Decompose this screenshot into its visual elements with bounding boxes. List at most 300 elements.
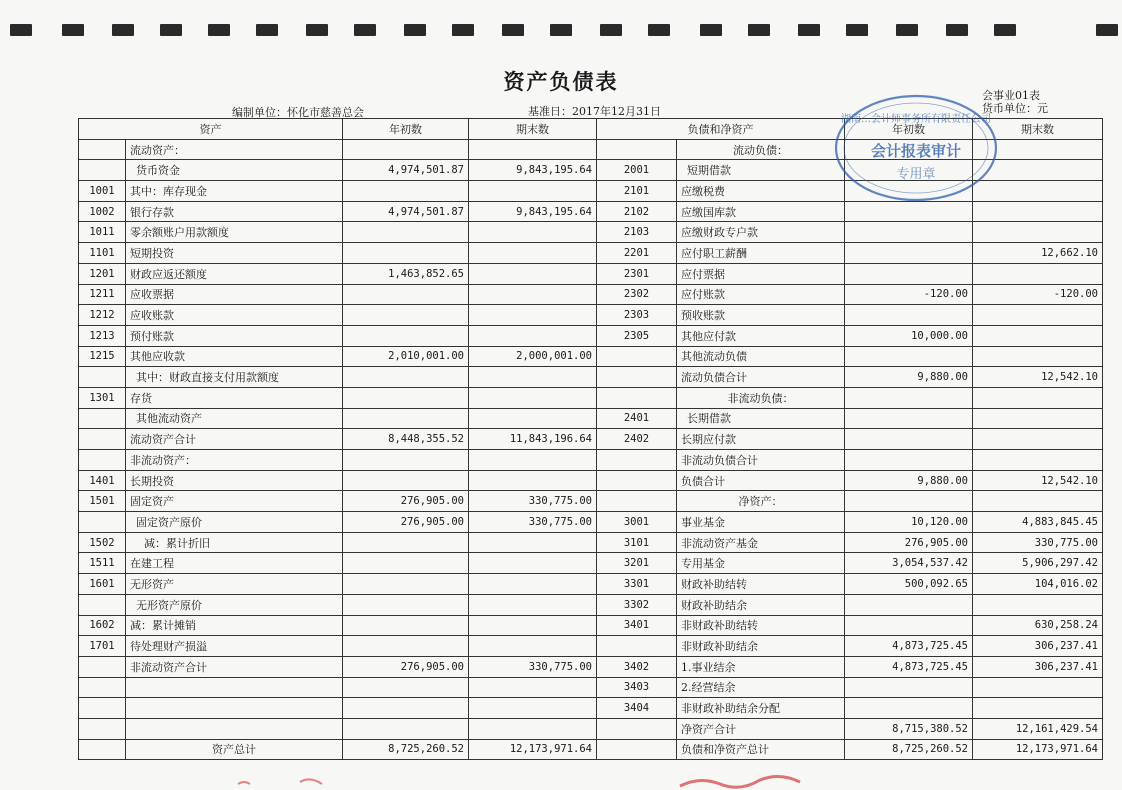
row-liability-begin (845, 263, 973, 284)
row-asset-name: 应收账款 (126, 305, 343, 326)
row-asset-code: 1212 (79, 305, 126, 326)
row-asset-begin (343, 698, 469, 719)
row-liability-begin (845, 491, 973, 512)
row-asset-begin (343, 636, 469, 657)
row-asset-end: 12,173,971.64 (469, 739, 597, 760)
balance-sheet-table (78, 118, 1103, 760)
punch-hole (160, 24, 182, 36)
table-row (79, 594, 1103, 615)
row-liability-end: 12,173,971.64 (973, 739, 1103, 760)
row-asset-code: 1001 (79, 181, 126, 202)
row-asset-name: 非流动资产合计 (126, 656, 343, 677)
table-row (79, 739, 1103, 760)
row-asset-code: 1213 (79, 325, 126, 346)
punch-hole (306, 24, 328, 36)
row-liability-begin (845, 201, 973, 222)
table-row (79, 181, 1103, 202)
col-asset: 资产 (79, 119, 343, 140)
table-row (79, 450, 1103, 471)
row-asset-code: 1401 (79, 470, 126, 491)
row-liability-name: 非流动资产基金 (677, 532, 845, 553)
row-asset-end (469, 325, 597, 346)
punch-hole (648, 24, 670, 36)
row-asset-name (126, 718, 343, 739)
stamp-inner-text: 会计报表审计 (870, 142, 962, 160)
row-asset-end (469, 181, 597, 202)
row-liability-name: 应缴国库款 (677, 201, 845, 222)
row-asset-begin (343, 243, 469, 264)
row-asset-end: 330,775.00 (469, 512, 597, 533)
table-row (79, 367, 1103, 388)
row-liability-name: 非财政补助结余 (677, 636, 845, 657)
row-asset-code (79, 450, 126, 471)
row-asset-begin (343, 718, 469, 739)
row-liability-code (597, 636, 677, 657)
row-liability-end (973, 160, 1103, 181)
row-liability-begin: 10,120.00 (845, 512, 973, 533)
row-asset-begin: 4,974,501.87 (343, 201, 469, 222)
row-liability-code (597, 491, 677, 512)
row-liability-end: 104,016.02 (973, 574, 1103, 595)
row-liability-code (597, 450, 677, 471)
row-liability-name: 负债和净资产总计 (677, 739, 845, 760)
row-asset-name: 其他流动资产 (126, 408, 343, 429)
row-liability-end: 630,258.24 (973, 615, 1103, 636)
row-liability-begin: 500,092.65 (845, 574, 973, 595)
row-liability-begin (845, 677, 973, 698)
col-end: 期末数 (469, 119, 597, 140)
bottom-red-marks (0, 774, 1122, 790)
row-asset-code: 1601 (79, 574, 126, 595)
row-liability-begin (845, 243, 973, 264)
row-asset-end (469, 636, 597, 657)
punch-hole (208, 24, 230, 36)
table-row (79, 139, 1103, 160)
binder-punch-holes (0, 24, 1122, 38)
row-asset-code: 1701 (79, 636, 126, 657)
col-end-right: 期末数 (973, 119, 1103, 140)
row-asset-code (79, 739, 126, 760)
row-asset-code: 1002 (79, 201, 126, 222)
row-liability-code (597, 346, 677, 367)
row-liability-code (597, 139, 677, 160)
row-asset-end (469, 243, 597, 264)
punch-hole (748, 24, 770, 36)
row-asset-end (469, 367, 597, 388)
row-liability-name: 非流动负债： (677, 387, 845, 408)
table-row (79, 284, 1103, 305)
row-liability-begin (845, 408, 973, 429)
row-liability-name: 长期借款 (677, 408, 845, 429)
row-liability-end: 4,883,845.45 (973, 512, 1103, 533)
reporting-organization: 编制单位：怀化市慈善总会 (232, 106, 364, 119)
row-liability-name: 非流动负债合计 (677, 450, 845, 471)
row-liability-code: 2101 (597, 181, 677, 202)
row-asset-name (126, 698, 343, 719)
row-liability-name: 流动负债合计 (677, 367, 845, 388)
row-asset-end: 9,843,195.64 (469, 201, 597, 222)
row-liability-end: -120.00 (973, 284, 1103, 305)
table-row (79, 470, 1103, 491)
table-row (79, 636, 1103, 657)
row-liability-name: 应缴税费 (677, 181, 845, 202)
row-liability-code: 2303 (597, 305, 677, 326)
row-asset-begin: 276,905.00 (343, 512, 469, 533)
table-row (79, 718, 1103, 739)
row-liability-begin: 276,905.00 (845, 532, 973, 553)
row-asset-code (79, 139, 126, 160)
row-liability-end: 12,662.10 (973, 243, 1103, 264)
row-liability-code: 3101 (597, 532, 677, 553)
row-asset-code (79, 367, 126, 388)
row-asset-name: 其中：库存现金 (126, 181, 343, 202)
row-asset-begin: 1,463,852.65 (343, 263, 469, 284)
row-asset-begin (343, 408, 469, 429)
row-asset-begin: 4,974,501.87 (343, 160, 469, 181)
row-asset-begin (343, 305, 469, 326)
punch-hole (354, 24, 376, 36)
row-asset-code: 1201 (79, 263, 126, 284)
row-asset-name: 在建工程 (126, 553, 343, 574)
row-asset-name: 无形资产原价 (126, 594, 343, 615)
row-asset-code: 1011 (79, 222, 126, 243)
row-asset-name: 非流动资产： (126, 450, 343, 471)
table-row (79, 677, 1103, 698)
row-liability-begin: 10,000.00 (845, 325, 973, 346)
row-asset-end (469, 574, 597, 595)
row-asset-name: 资产总计 (126, 739, 343, 760)
row-liability-name: 应付账款 (677, 284, 845, 305)
row-asset-begin (343, 222, 469, 243)
row-asset-begin (343, 387, 469, 408)
table-row (79, 429, 1103, 450)
row-liability-end (973, 325, 1103, 346)
row-asset-end (469, 387, 597, 408)
table-row (79, 656, 1103, 677)
row-liability-begin (845, 160, 973, 181)
row-asset-code (79, 160, 126, 181)
table-row (79, 387, 1103, 408)
row-asset-begin (343, 470, 469, 491)
form-code: 会事业01表 (982, 89, 1040, 102)
row-liability-code: 2305 (597, 325, 677, 346)
row-asset-end (469, 718, 597, 739)
row-liability-end (973, 450, 1103, 471)
row-liability-end (973, 594, 1103, 615)
row-asset-code (79, 594, 126, 615)
row-asset-begin (343, 553, 469, 574)
row-liability-end: 12,542.10 (973, 470, 1103, 491)
punch-hole (404, 24, 426, 36)
table-row (79, 532, 1103, 553)
row-asset-end (469, 470, 597, 491)
row-liability-code: 3201 (597, 553, 677, 574)
row-asset-begin (343, 325, 469, 346)
row-asset-name: 固定资产 (126, 491, 343, 512)
row-liability-begin: 4,873,725.45 (845, 636, 973, 657)
row-liability-begin (845, 615, 973, 636)
row-asset-name: 货币资金 (126, 160, 343, 181)
row-asset-end (469, 698, 597, 719)
row-asset-end (469, 553, 597, 574)
row-asset-end (469, 615, 597, 636)
row-asset-begin (343, 367, 469, 388)
row-liability-code: 3001 (597, 512, 677, 533)
row-asset-code (79, 718, 126, 739)
row-liability-code (597, 739, 677, 760)
table-row (79, 491, 1103, 512)
row-liability-begin (845, 698, 973, 719)
row-liability-end (973, 263, 1103, 284)
punch-hole (896, 24, 918, 36)
row-liability-name: 事业基金 (677, 512, 845, 533)
row-asset-end (469, 408, 597, 429)
row-asset-code: 1215 (79, 346, 126, 367)
row-asset-begin (343, 139, 469, 160)
row-asset-code (79, 429, 126, 450)
row-liability-name: 应付票据 (677, 263, 845, 284)
row-liability-code: 3404 (597, 698, 677, 719)
row-asset-end: 2,000,001.00 (469, 346, 597, 367)
row-liability-name: 净资产： (677, 491, 845, 512)
row-asset-name: 固定资产原价 (126, 512, 343, 533)
row-liability-end: 12,542.10 (973, 367, 1103, 388)
row-asset-name (126, 677, 343, 698)
row-liability-name: 预收账款 (677, 305, 845, 326)
row-asset-begin (343, 615, 469, 636)
punch-hole (502, 24, 524, 36)
row-liability-name: 负债合计 (677, 470, 845, 491)
punch-hole (700, 24, 722, 36)
row-liability-code: 3402 (597, 656, 677, 677)
row-liability-begin (845, 181, 973, 202)
row-liability-code: 3403 (597, 677, 677, 698)
row-asset-end (469, 284, 597, 305)
row-liability-name: 财政补助结余 (677, 594, 845, 615)
row-liability-code: 2001 (597, 160, 677, 181)
row-asset-begin (343, 284, 469, 305)
row-liability-code: 2302 (597, 284, 677, 305)
row-asset-end: 330,775.00 (469, 491, 597, 512)
row-liability-code: 3301 (597, 574, 677, 595)
row-liability-name: 应付职工薪酬 (677, 243, 845, 264)
row-asset-begin: 8,725,260.52 (343, 739, 469, 760)
row-asset-end: 330,775.00 (469, 656, 597, 677)
row-asset-code (79, 656, 126, 677)
row-liability-end (973, 346, 1103, 367)
punch-hole (10, 24, 32, 36)
table-row (79, 408, 1103, 429)
row-liability-begin: 4,873,725.45 (845, 656, 973, 677)
row-asset-name: 银行存款 (126, 201, 343, 222)
row-liability-code: 2103 (597, 222, 677, 243)
row-asset-name: 待处理财产损溢 (126, 636, 343, 657)
currency-unit: 货币单位：元 (982, 102, 1048, 115)
row-asset-end: 11,843,196.64 (469, 429, 597, 450)
row-liability-name: 其他应付款 (677, 325, 845, 346)
row-asset-begin (343, 574, 469, 595)
punch-hole (1096, 24, 1118, 36)
row-asset-name: 预付账款 (126, 325, 343, 346)
row-liability-begin: -120.00 (845, 284, 973, 305)
punch-hole (846, 24, 868, 36)
punch-hole (62, 24, 84, 36)
row-liability-begin: 8,715,380.52 (845, 718, 973, 739)
row-liability-begin (845, 222, 973, 243)
table-row (79, 346, 1103, 367)
base-date: 基准日：2017年12月31日 (528, 105, 661, 118)
row-liability-end: 12,161,429.54 (973, 718, 1103, 739)
row-asset-end (469, 139, 597, 160)
row-liability-end (973, 305, 1103, 326)
row-asset-end: 9,843,195.64 (469, 160, 597, 181)
row-liability-end (973, 387, 1103, 408)
row-liability-code: 2402 (597, 429, 677, 450)
table-row (79, 305, 1103, 326)
row-asset-begin (343, 594, 469, 615)
row-liability-end (973, 698, 1103, 719)
punch-hole (946, 24, 968, 36)
row-asset-begin (343, 450, 469, 471)
row-liability-begin: 9,880.00 (845, 470, 973, 491)
row-asset-name: 零余额账户用款额度 (126, 222, 343, 243)
row-liability-code: 2102 (597, 201, 677, 222)
row-liability-end: 306,237.41 (973, 656, 1103, 677)
row-asset-begin: 276,905.00 (343, 656, 469, 677)
table-row (79, 243, 1103, 264)
table-row (79, 512, 1103, 533)
punch-hole (256, 24, 278, 36)
row-asset-name: 无形资产 (126, 574, 343, 595)
row-asset-name: 减：累计折旧 (126, 532, 343, 553)
row-liability-begin (845, 429, 973, 450)
row-asset-name: 减：累计摊销 (126, 615, 343, 636)
row-asset-code: 1501 (79, 491, 126, 512)
row-asset-code (79, 512, 126, 533)
row-asset-name: 流动资产合计 (126, 429, 343, 450)
row-liability-name: 非财政补助结转 (677, 615, 845, 636)
table-row (79, 615, 1103, 636)
table-row (79, 160, 1103, 181)
row-liability-name: 流动负债： (677, 139, 845, 160)
row-liability-code: 2301 (597, 263, 677, 284)
row-liability-name: 财政补助结转 (677, 574, 845, 595)
row-asset-end (469, 677, 597, 698)
row-asset-begin: 276,905.00 (343, 491, 469, 512)
row-liability-begin: 3,054,537.42 (845, 553, 973, 574)
page-title: 资产负债表 (503, 69, 619, 94)
row-liability-code (597, 470, 677, 491)
row-liability-name: 2.经营结余 (677, 677, 845, 698)
row-asset-end (469, 222, 597, 243)
row-liability-end (973, 491, 1103, 512)
row-asset-code: 1502 (79, 532, 126, 553)
row-asset-code (79, 698, 126, 719)
row-liability-begin (845, 594, 973, 615)
table-row (79, 222, 1103, 243)
stamp-sub-text: 专用章 (896, 167, 936, 182)
row-asset-end (469, 450, 597, 471)
row-asset-code: 1511 (79, 553, 126, 574)
row-liability-begin (845, 346, 973, 367)
row-liability-name: 其他流动负债 (677, 346, 845, 367)
row-asset-name: 财政应返还额度 (126, 263, 343, 284)
row-asset-begin (343, 677, 469, 698)
row-liability-begin (845, 305, 973, 326)
row-liability-name: 专用基金 (677, 553, 845, 574)
row-liability-end (973, 139, 1103, 160)
table-row (79, 698, 1103, 719)
punch-hole (112, 24, 134, 36)
row-liability-end (973, 181, 1103, 202)
row-asset-end (469, 594, 597, 615)
row-liability-name: 1.事业结余 (677, 656, 845, 677)
row-asset-begin: 8,448,355.52 (343, 429, 469, 450)
row-asset-code (79, 408, 126, 429)
row-asset-name: 流动资产： (126, 139, 343, 160)
row-liability-code (597, 367, 677, 388)
row-liability-begin: 9,880.00 (845, 367, 973, 388)
row-liability-name: 非财政补助结余分配 (677, 698, 845, 719)
table-row (79, 263, 1103, 284)
row-asset-name: 存货 (126, 387, 343, 408)
col-begin: 年初数 (343, 119, 469, 140)
header-row (79, 119, 1103, 140)
row-liability-end (973, 201, 1103, 222)
row-asset-begin (343, 532, 469, 553)
row-liability-code: 3302 (597, 594, 677, 615)
punch-hole (550, 24, 572, 36)
row-asset-code: 1602 (79, 615, 126, 636)
row-liability-end (973, 429, 1103, 450)
row-liability-code: 3401 (597, 615, 677, 636)
row-liability-name: 长期应付款 (677, 429, 845, 450)
row-liability-name: 应缴财政专户款 (677, 222, 845, 243)
table-row (79, 574, 1103, 595)
row-liability-name: 净资产合计 (677, 718, 845, 739)
row-liability-code: 2401 (597, 408, 677, 429)
row-liability-end: 330,775.00 (973, 532, 1103, 553)
row-asset-name: 长期投资 (126, 470, 343, 491)
row-asset-code (79, 677, 126, 698)
row-asset-code: 1211 (79, 284, 126, 305)
row-asset-name: 其他应收款 (126, 346, 343, 367)
row-liability-end (973, 408, 1103, 429)
row-liability-begin: 8,725,260.52 (845, 739, 973, 760)
table-row (79, 201, 1103, 222)
row-asset-end (469, 305, 597, 326)
row-asset-name: 应收票据 (126, 284, 343, 305)
row-asset-code: 1101 (79, 243, 126, 264)
col-liabilities: 负债和净资产 (597, 119, 845, 140)
row-liability-end: 306,237.41 (973, 636, 1103, 657)
row-liability-end (973, 677, 1103, 698)
row-asset-end (469, 263, 597, 284)
punch-hole (994, 24, 1016, 36)
row-asset-begin: 2,010,001.00 (343, 346, 469, 367)
row-asset-begin (343, 181, 469, 202)
row-liability-code (597, 387, 677, 408)
row-liability-end: 5,906,297.42 (973, 553, 1103, 574)
row-liability-name: 短期借款 (677, 160, 845, 181)
row-asset-end (469, 532, 597, 553)
punch-hole (452, 24, 474, 36)
stamp-outer-text: 湖南…会计师事务所有限责任公司 (841, 114, 991, 125)
row-liability-end (973, 222, 1103, 243)
col-begin-right: 年初数 (845, 119, 973, 140)
row-liability-begin (845, 139, 973, 160)
punch-hole (600, 24, 622, 36)
